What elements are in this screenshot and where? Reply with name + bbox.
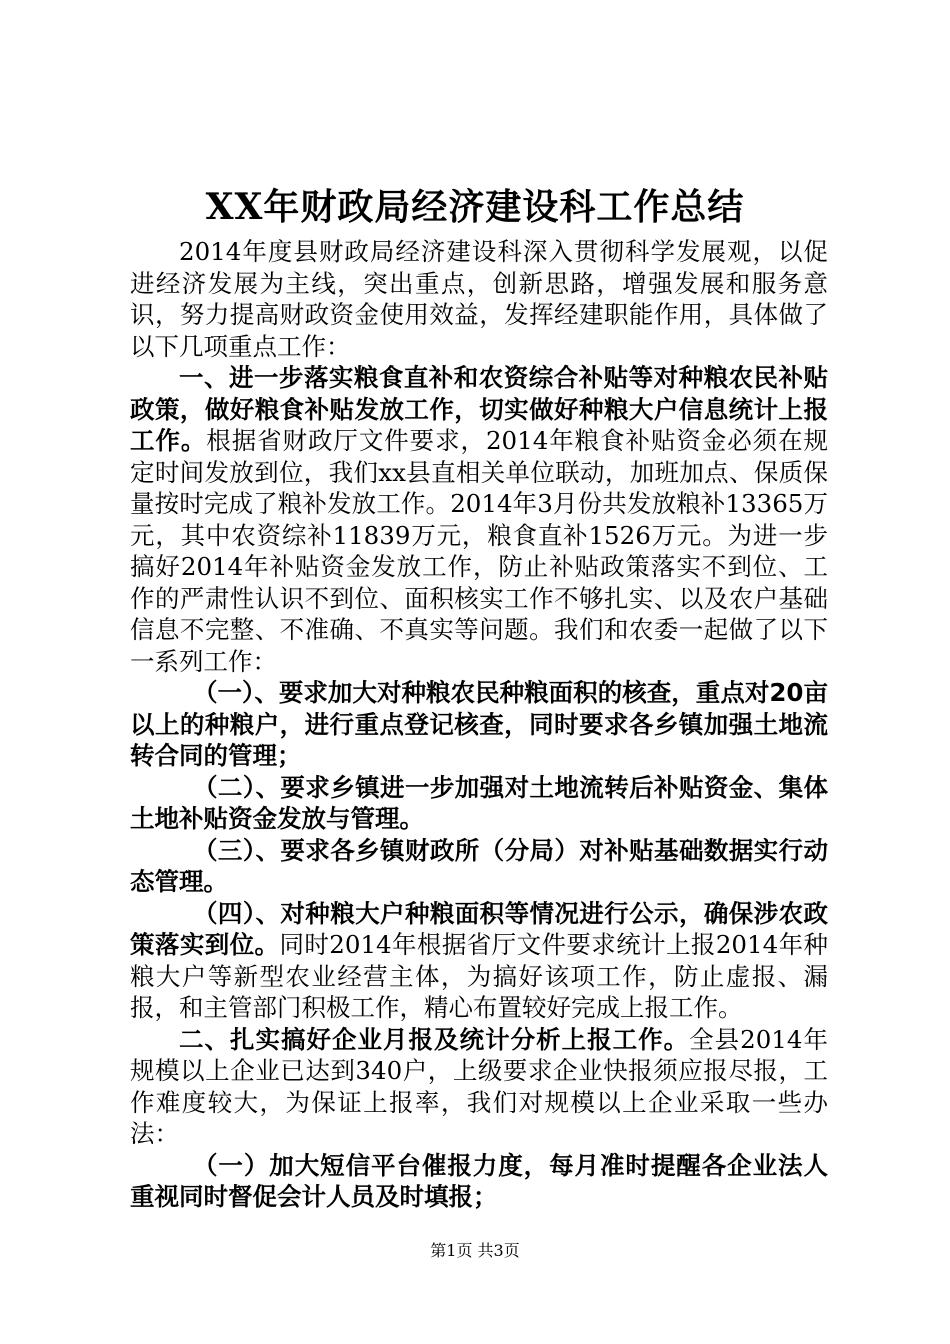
section1-item-2-text: （二）、要求乡镇进一步加强对土地流转后补贴资金、集体土地补贴资金发放与管理。 (130, 772, 828, 833)
section1-paragraph (130, 362, 828, 677)
section2-item-1-text: （一）加大短信平台催报力度，每月准时提醒各企业法人重视同时督促会计人员及时填报； (130, 1150, 828, 1211)
section1-item-2 (130, 772, 828, 835)
section1-item-1 (130, 677, 828, 772)
section1-item-3 (130, 835, 828, 898)
document-title: XX年财政局经济建设科工作总结 (205, 186, 745, 228)
section2-paragraph (130, 1024, 828, 1150)
section1-body: 根据省财政厅文件要求，2014年粮食补贴资金必须在规定时间发放到位，我们xx县直相关单位联动，加班加点、保质保量按时完成了粮补发放工作。2014年3月份共发放粮补13365万元，其中农资综补11839万元，粮食直补1526万元。为进一步搞好2014年补贴资金发放工作，防止补贴政策落实不到位、工作的严肃性认识不到位、面积核实工作不够扎实、以及农户基础信息不完整、不准确、不真实等问题。我们和农委一起做了以下一系列工作： (130, 426, 828, 676)
section1-heading: 一、进一步落实粮食直补和农资综合补贴等对种粮农民补贴政策，做好粮食补贴发放工作，切实做好种粮大户信息统计上报工作。 (130, 363, 828, 455)
section1-item-4-rest: 同时2014年根据省厅文件要求统计上报2014年种粮大户等新型农业经营主体，为搞好该项工作，防止虚报、漏报，和主管部门积极工作，精心布置较好完成上报工作。 (130, 930, 829, 1022)
page-footer: 第1页 共3页 (430, 1241, 520, 1260)
intro-paragraph: 2014年度县财政局经济建设科深入贯彻科学发展观，以促进经济发展为主线，突出重点，创新思路，增强发展和服务意识，努力提高财政资金使用效益，发挥经建职能作用，具体做了以下几项重点工作： (130, 237, 828, 361)
section2-heading: 二、扎实搞好企业月报及统计分析上报工作。 (179, 1024, 690, 1054)
section1-item-3-text: （三）、要求各乡镇财政所（分局）对补贴基础数据实行动态管理。 (130, 835, 828, 896)
section1-item-4-text: （四）、对种粮大户种粮面积等情况进行公示，确保涉农政策落实到位。 (130, 898, 828, 959)
section2-item-1 (130, 1150, 828, 1213)
section2-body: 全县2014年规模以上企业已达到340户，上级要求企业快报须应报尽报，工作难度较大，为保证上报率，我们对规模以上企业采取一些办法： (130, 1024, 828, 1148)
section1-item-1-text: （一）、要求加大对种粮农民种粮面积的核查，重点对20亩以上的种粮户，进行重点登记核查，同时要求各乡镇加强土地流转合同的管理； (130, 678, 828, 770)
document-body (130, 236, 828, 1213)
section1-item-4 (130, 898, 828, 1024)
